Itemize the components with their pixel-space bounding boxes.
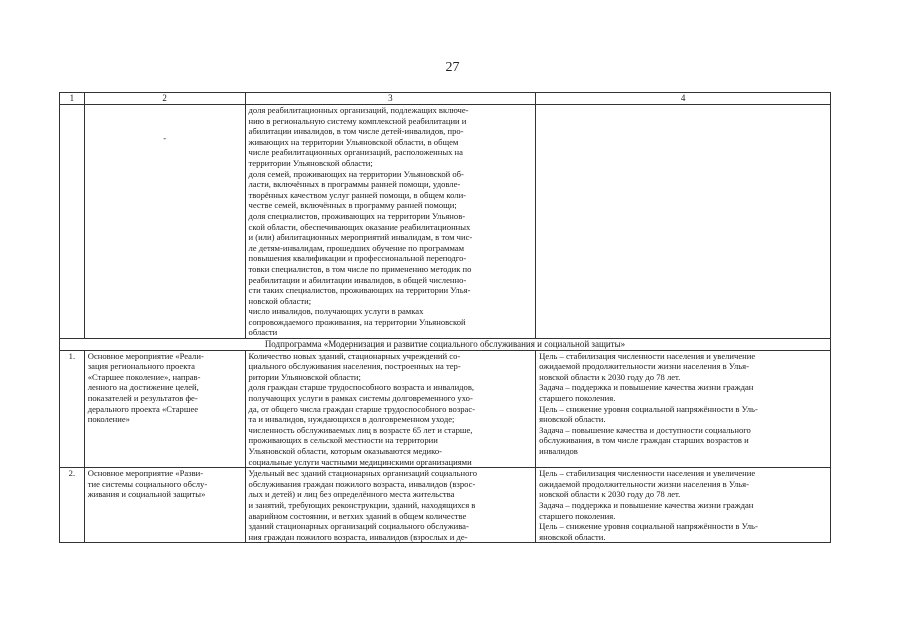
row-indicators — [245, 468, 536, 543]
header-col-1: 1 — [60, 93, 85, 105]
continuation-col-4 — [536, 105, 831, 339]
activity-line: Основное мероприятие «Разви- — [87, 468, 204, 479]
indicator-line: социальные услуги частными медицинскими организациями — [248, 456, 472, 467]
indicator-line: получающих услуги в рамках системы долговременного ухо- — [248, 393, 473, 404]
indicator-line: ле детям-инвалидам, прошедших обучение по программам — [248, 242, 465, 253]
goal-line: ожидаемой продолжительности жизни населения в Улья- — [539, 361, 749, 372]
header-col-3: 3 — [245, 93, 536, 105]
goal-line: Цель – стабилизация численности населения и увеличение — [539, 350, 756, 361]
row-activity — [84, 468, 245, 543]
goal-line: яновской области. — [539, 414, 606, 425]
indicator-line: и занятий, требующих реконструкции, зданий, находящихся в — [248, 499, 476, 510]
indicator-line: честве семей, включённых в программу ранней помощи; — [248, 200, 457, 211]
goal-line: новской области к 2030 году до 78 лет. — [539, 371, 681, 382]
indicator-line: Количество новых зданий, стационарных учреждений со- — [248, 350, 461, 361]
indicator-line: повышения квалификации и профессиональной переподго- — [248, 253, 467, 264]
goal-line: Цель – снижение уровня социальной напряжённости в Уль- — [539, 403, 758, 414]
activity-line: дерального проекта «Старшее — [87, 403, 199, 414]
indicator-line: ласти, включённых в программы ранней помощи, удовле- — [248, 179, 461, 190]
activity-line: Основное мероприятие «Реали- — [87, 350, 204, 361]
header-col-2: 2 — [84, 93, 245, 105]
continuation-indicators — [245, 105, 536, 339]
indicator-line: области — [248, 327, 278, 338]
activity-line: показателей и результатов фе- — [87, 393, 198, 404]
row-number: 2. — [60, 468, 85, 543]
indicator-line: аварийном состоянии, и ветхих зданий в общем количестве — [248, 510, 467, 521]
goal-line: Задача – поддержка и повышение качества жизни граждан — [539, 499, 754, 510]
row-goals — [536, 350, 831, 468]
indicator-line: та и инвалидов, нуждающихся в долговременном уходе; — [248, 414, 455, 425]
program-table — [59, 92, 831, 543]
row-number: 1. — [60, 350, 85, 468]
goal-line: старшего поколения. — [539, 393, 616, 404]
row-indicators — [245, 350, 536, 468]
indicator-line: нию в региональную систему комплексной реабилитации и — [248, 115, 467, 126]
indicator-line: число инвалидов, получающих услуги в рамках — [248, 306, 424, 317]
indicator-line: да, от общего числа граждан старше трудоспособного возрас- — [248, 403, 476, 414]
goal-line: яновской области. — [539, 531, 606, 542]
indicator-line: живающих на территории Ульяновской области, в общем — [248, 136, 459, 147]
goal-line: обслуживания, в том числе граждан старших возрастов и — [539, 435, 749, 446]
indicator-line: численность обслуживаемых лиц в возрасте 65 лет и старше, — [248, 424, 473, 435]
goal-line: ожидаемой продолжительности жизни населения в Улья- — [539, 478, 749, 489]
indicator-line: доля реабилитационных организаций, подлежащих включе- — [248, 105, 469, 115]
row-activity — [84, 350, 245, 468]
indicator-line: доля граждан старше трудоспособного возраста и инвалидов, — [248, 382, 475, 393]
continuation-col-2 — [84, 105, 245, 339]
indicator-line: новской области; — [248, 295, 312, 306]
continuation-row — [60, 105, 831, 339]
indicator-line: сопровождаемого проживания, на территории Ульяновской — [248, 316, 466, 327]
activity-line: поколение» — [87, 414, 130, 425]
subprogram-title: Подпрограмма «Модернизация и развитие социального обслуживания и социальной защиты» — [60, 339, 831, 351]
indicator-line: сти таких специалистов, проживающих на территории Улья- — [248, 285, 471, 296]
indicator-line: товки специалистов, в том числе по применению методик по — [248, 263, 472, 274]
indicator-line: ритории Ульяновской области; — [248, 371, 361, 382]
indicator-line: обслуживания граждан пожилого возраста, инвалидов (взрос- — [248, 478, 476, 489]
page-number: 27 — [445, 60, 460, 75]
goal-line: старшего поколения. — [539, 510, 616, 521]
indicator-line: проживающих в сельской местности на территории — [248, 435, 438, 446]
activity-line: тие системы социального обслу- — [87, 478, 208, 489]
activity-line: «Старшее поколение», направ- — [87, 371, 201, 382]
goal-line: инвалидов — [539, 446, 578, 456]
indicator-line: доля специалистов, проживающих на территории Ульянов- — [248, 210, 466, 221]
indicator-line: циального обслуживания населения, построенных на тер- — [248, 361, 461, 372]
indicator-line: Ульяновской области, которым оказываются медико- — [248, 446, 443, 456]
continuation-col-1 — [60, 105, 85, 339]
activity-line: зация регионального проекта — [87, 361, 195, 372]
indicator-line: зданий стационарных организаций социального обслужива- — [248, 521, 469, 532]
indicator-line: числе реабилитационных организаций, расположенных на — [248, 147, 463, 158]
indicator-line: ской области, обеспечивающих оказание реабилитационных — [248, 221, 471, 232]
indicator-line: ния граждан пожилого возраста, инвалидов (взрослых и де- — [248, 531, 468, 542]
indicator-line: реабилитации и абилитации инвалидов, в общей численно- — [248, 274, 467, 285]
indicator-line: творённых качеством услуг ранней помощи, в общем коли- — [248, 189, 467, 200]
activity-line: ленного на достижение целей, — [87, 382, 199, 393]
goal-line: Цель – стабилизация численности населения и увеличение — [539, 468, 756, 479]
goal-line: новской области к 2030 году до 78 лет. — [539, 489, 681, 500]
indicator-line: абилитации инвалидов, в том числе детей-инвалидов, про- — [248, 126, 464, 137]
goal-line: Задача – поддержка и повышение качества жизни граждан — [539, 382, 754, 393]
row-goals — [536, 468, 831, 543]
header-row — [60, 93, 831, 105]
indicator-line: Удельный вес зданий стационарных организаций социального — [248, 468, 477, 479]
activity-line: живания и социальной защиты» — [87, 489, 206, 500]
table-row — [60, 350, 831, 468]
indicator-line: лых и детей) и лиц без определённого места жительства — [248, 489, 455, 500]
table-row — [60, 468, 831, 543]
header-col-4: 4 — [536, 93, 831, 105]
indicator-line: и (или) абилитационных мероприятий инвалидам, в том чис- — [248, 232, 473, 243]
indicator-line: территории Ульяновской области; — [248, 157, 373, 168]
continuation-dash: - — [163, 133, 167, 143]
subprogram-row — [60, 339, 831, 351]
indicator-line: доля семей, проживающих на территории Ульяновской об- — [248, 168, 464, 179]
goal-line: Цель – снижение уровня социальной напряжённости в Уль- — [539, 521, 758, 532]
goal-line: Задача – повышение качества и доступности социального — [539, 424, 751, 435]
